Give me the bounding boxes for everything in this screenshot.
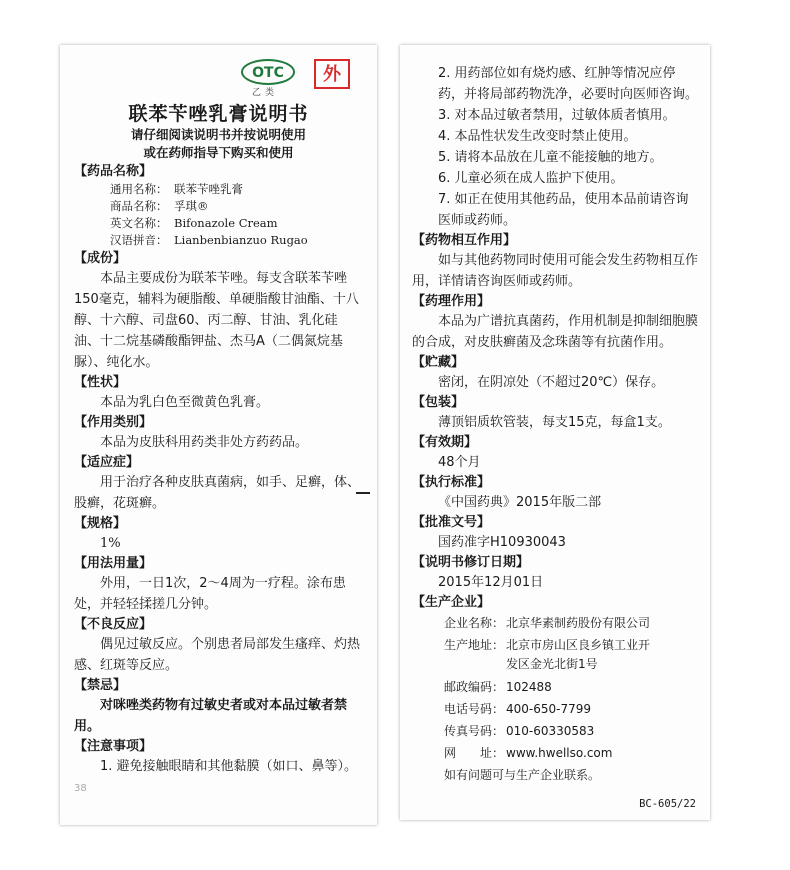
dosage-text: 外用，一日1次，2～4周为一疗程。涂布患处，并轻轻揉搓几分钟。 — [74, 576, 346, 612]
precaution-item-1: 1. 避免接触眼睛和其他黏膜（如口、鼻等）。 38 — [74, 759, 358, 794]
leaflet-header — [74, 53, 363, 98]
leaflet-title: 联苯苄唑乳膏说明书 — [128, 103, 309, 125]
manufacturer-row: 电话号码： 400-650-7799 — [444, 702, 592, 716]
indication-text: 用于治疗各种皮肤真菌病，如手、足癣，体、股癣，花斑癣。 — [74, 475, 361, 511]
manufacturer-row: 传真号码： 010-60330583 — [444, 724, 595, 738]
drug-name-row: 通用名称： 联苯苄唑乳膏 — [110, 182, 243, 196]
otc-badge: OTC — [241, 59, 295, 85]
section-interaction: 【药物相互作用】 — [412, 233, 517, 248]
approval-text: 国药准字H10930043 — [438, 535, 566, 550]
section-pharmacology: 【药理作用】 — [412, 294, 491, 309]
section-manufacturer: 【生产企业】 — [412, 595, 491, 610]
composition-text: 本品主要成份为联苯苄唑。每支含联苯苄唑150毫克，辅料为硬脂酸、单硬脂酸甘油酯、十八醇、十六醇、司盘60、丙二醇、甘油、乳化硅油、十二烷基磷酸酯钾盐、杰马A（二偶氮烷基脲）、纯化水。 — [74, 271, 359, 370]
section-drug-name: 【药品名称】 — [74, 164, 153, 179]
spec-text: 1% — [100, 536, 121, 551]
precaution-item-6: 6. 儿童必须在成人监护下使用。 — [438, 171, 624, 186]
external-use-mark: 外 — [314, 59, 350, 89]
package-text: 薄顶铝质软管装，每支15克，每盒1支。 — [438, 415, 671, 430]
section-revision-date: 【说明书修订日期】 — [412, 555, 530, 570]
precaution-item-2: 2. 用药部位如有烧灼感、红肿等情况应停药，并将局部药物洗净，必要时向医师咨询。 — [438, 66, 699, 102]
precaution-item-7: 7. 如正在使用其他药品，使用本品前请咨询医师或药师。 — [438, 192, 689, 228]
contraindication-text: 对咪唑类药物有过敏史者或对本品过敏者禁用。 — [74, 698, 348, 734]
precaution-item-5: 5. 请将本品放在儿童不能接触的地方。 — [438, 150, 663, 165]
drug-name-row: 商品名称： 孚琪® — [110, 199, 209, 213]
section-dosage: 【用法用量】 — [74, 556, 153, 571]
interaction-text: 如与其他药物同时使用可能会发生药物相互作用，详情请咨询医师或药师。 — [412, 253, 699, 289]
section-package: 【包装】 — [412, 395, 465, 410]
leaflet-subtitle-2: 或在药师指导下购买和使用 — [143, 145, 294, 160]
leaflet-left-panel — [60, 45, 377, 825]
revision-date-text: 2015年12月01日 — [438, 575, 544, 590]
pharmacology-text: 本品为广谱抗真菌药，作用机制是抑制细胞膜的合成，对皮肤癣菌及念珠菌等有抗菌作用。 — [412, 314, 699, 350]
adverse-text: 偶见过敏反应。个别患者局部发生瘙痒、灼热感、红斑等反应。 — [74, 637, 361, 673]
section-adverse: 【不良反应】 — [74, 617, 153, 632]
page-code: 38 — [74, 783, 87, 794]
manufacturer-row: 企业名称： 北京华素制药股份有限公司 — [444, 616, 651, 630]
manufacturer-row: 网 址： www.hwellso.com — [444, 746, 613, 760]
section-validity: 【有效期】 — [412, 435, 478, 450]
storage-text: 密闭，在阴凉处（不超过20℃）保存。 — [438, 375, 665, 390]
manufacturer-row: 生产地址： 北京市房山区良乡镇工业开发区金光北街1号 — [444, 638, 651, 671]
otc-class-label: 乙类 — [252, 88, 279, 98]
standard-text: 《中国药典》2015年版二部 — [438, 495, 602, 510]
section-approval: 【批准文号】 — [412, 515, 491, 530]
leaflet-right-panel — [400, 45, 710, 820]
drug-name-row: 英文名称： Bifonazole Cream — [110, 216, 278, 230]
precaution-item-3: 3. 对本品过敏者禁用，过敏体质者慎用。 — [438, 108, 676, 123]
section-character: 【性状】 — [74, 375, 127, 390]
validity-text: 48个月 — [438, 455, 481, 470]
section-indication: 【适应症】 — [74, 455, 140, 470]
fold-marker — [356, 492, 370, 494]
section-storage: 【贮藏】 — [412, 355, 465, 370]
section-category: 【作用类别】 — [74, 415, 153, 430]
manufacturer-footer: 如有问题可与生产企业联系。 — [444, 768, 601, 782]
section-spec: 【规格】 — [74, 516, 127, 531]
character-text: 本品为乳白色至微黄色乳膏。 — [100, 395, 270, 410]
section-standard: 【执行标准】 — [412, 475, 491, 490]
section-composition: 【成份】 — [74, 251, 127, 266]
manufacturer-row: 邮政编码： 102488 — [444, 680, 552, 694]
drug-name-row: 汉语拼音： Lianbenbianzuo Rugao — [110, 233, 308, 247]
section-contraindication: 【禁忌】 — [74, 678, 127, 693]
leaflet-code: BC-605/22 — [639, 798, 696, 810]
section-precautions: 【注意事项】 — [74, 739, 153, 754]
category-text: 本品为皮肤科用药类非处方药药品。 — [100, 435, 309, 450]
leaflet-subtitle-1: 请仔细阅读说明书并按说明使用 — [130, 127, 306, 142]
precaution-item-4: 4. 本品性状发生改变时禁止使用。 — [438, 129, 637, 144]
